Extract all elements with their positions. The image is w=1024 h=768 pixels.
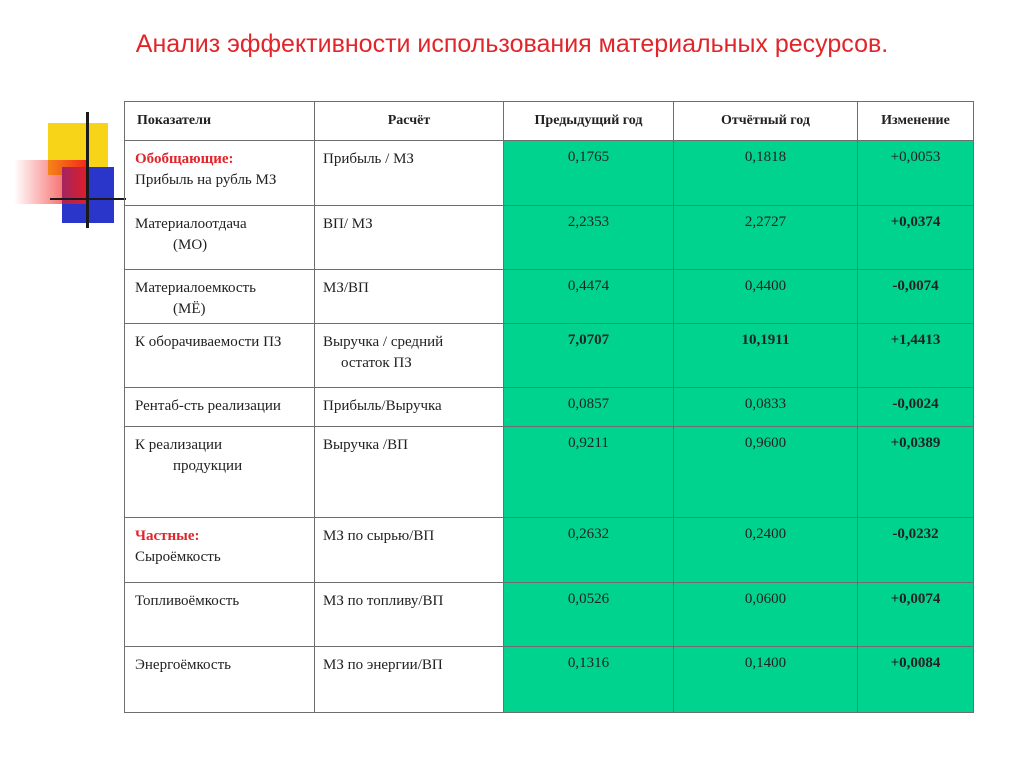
calculation-formula: Выручка /ВП [323,437,408,453]
change-value: +0,0053 [858,141,974,206]
group-label: Обобщающие: [135,151,234,167]
change-value: -0,0232 [858,518,974,583]
indicator-cell [125,518,315,583]
calculation-cell [315,206,504,270]
reporting-year-value: 0,1818 [674,141,858,206]
previous-year-value: 0,1765 [504,141,674,206]
indicator-cell [125,427,315,518]
calculation-cell [315,518,504,583]
calculation-cell [315,141,504,206]
reporting-year-value: 0,2400 [674,518,858,583]
table-header-row [125,102,974,141]
indicator-name-line2: продукции [173,458,243,474]
previous-year-value: 0,9211 [504,427,674,518]
header-calculation: Расчёт [315,102,504,141]
indicator-name: Материалоотдача [135,216,247,232]
calculation-cell [315,324,504,388]
reporting-year-value: 2,2727 [674,206,858,270]
reporting-year-value: 0,0600 [674,583,858,647]
calculation-formula: Выручка / средний [323,334,444,350]
vertical-line [86,112,89,228]
header-reporting-year: Отчётный год [674,102,858,141]
calculation-formula: МЗ/ВП [323,280,369,296]
table-row [125,141,974,206]
horizontal-line [50,198,126,200]
previous-year-value: 0,0857 [504,388,674,427]
change-value: +0,0074 [858,583,974,647]
indicator-name-line2: (МО) [173,237,208,253]
change-value: +1,4413 [858,324,974,388]
reporting-year-value: 0,0833 [674,388,858,427]
indicator-name-line2: (МЁ) [173,301,206,317]
calculation-formula: ВП/ МЗ [323,216,373,232]
calculation-formula: Прибыль / МЗ [323,151,414,167]
header-indicators: Показатели [125,102,315,141]
previous-year-value: 2,2353 [504,206,674,270]
page-title: Анализ эффективности использования материальных ресурсов. [135,30,889,58]
header-previous-year: Предыдущий год [504,102,674,141]
indicator-cell [125,388,315,427]
indicator-cell [125,647,315,713]
previous-year-value: 0,2632 [504,518,674,583]
table-row [125,427,974,518]
calculation-formula: Прибыль/Выручка [323,398,442,414]
calculation-formula: МЗ по топливу/ВП [323,593,444,609]
calculation-formula: МЗ по сырью/ВП [323,528,435,544]
table-row [125,206,974,270]
calculation-cell [315,647,504,713]
table-row [125,583,974,647]
reporting-year-value: 10,1911 [674,324,858,388]
reporting-year-value: 0,9600 [674,427,858,518]
table-row [125,270,974,324]
previous-year-value: 0,4474 [504,270,674,324]
table-row [125,388,974,427]
indicator-name: Сыроёмкость [135,549,221,565]
change-value: +0,0389 [858,427,974,518]
indicator-name: Топливоёмкость [135,593,240,609]
group-label: Частные: [135,528,200,544]
indicator-cell [125,141,315,206]
indicator-name: К оборачиваемости ПЗ [135,334,282,350]
change-value: -0,0024 [858,388,974,427]
indicator-name: Энергоёмкость [135,657,231,673]
indicator-cell [125,583,315,647]
calculation-cell [315,388,504,427]
indicator-cell [125,324,315,388]
table-row [125,647,974,713]
change-value: +0,0374 [858,206,974,270]
calculation-cell [315,427,504,518]
calculation-formula: МЗ по энергии/ВП [323,657,443,673]
indicator-name: Прибыль на рубль МЗ [135,172,277,188]
previous-year-value: 0,0526 [504,583,674,647]
indicator-name: К реализации [135,437,223,453]
indicator-name: Рентаб-сть реализации [135,398,281,414]
calculation-cell [315,270,504,324]
indicator-cell [125,270,315,324]
previous-year-value: 0,1316 [504,647,674,713]
indicator-name: Материалоемкость [135,280,256,296]
change-value: +0,0084 [858,647,974,713]
reporting-year-value: 0,4400 [674,270,858,324]
calculation-cell [315,583,504,647]
header-change: Изменение [858,102,974,141]
previous-year-value: 7,0707 [504,324,674,388]
table-row [125,324,974,388]
indicator-cell [125,206,315,270]
change-value: -0,0074 [858,270,974,324]
calculation-formula-line2: остаток ПЗ [341,355,412,371]
reporting-year-value: 0,1400 [674,647,858,713]
table-row [125,518,974,583]
analysis-table [124,101,974,713]
